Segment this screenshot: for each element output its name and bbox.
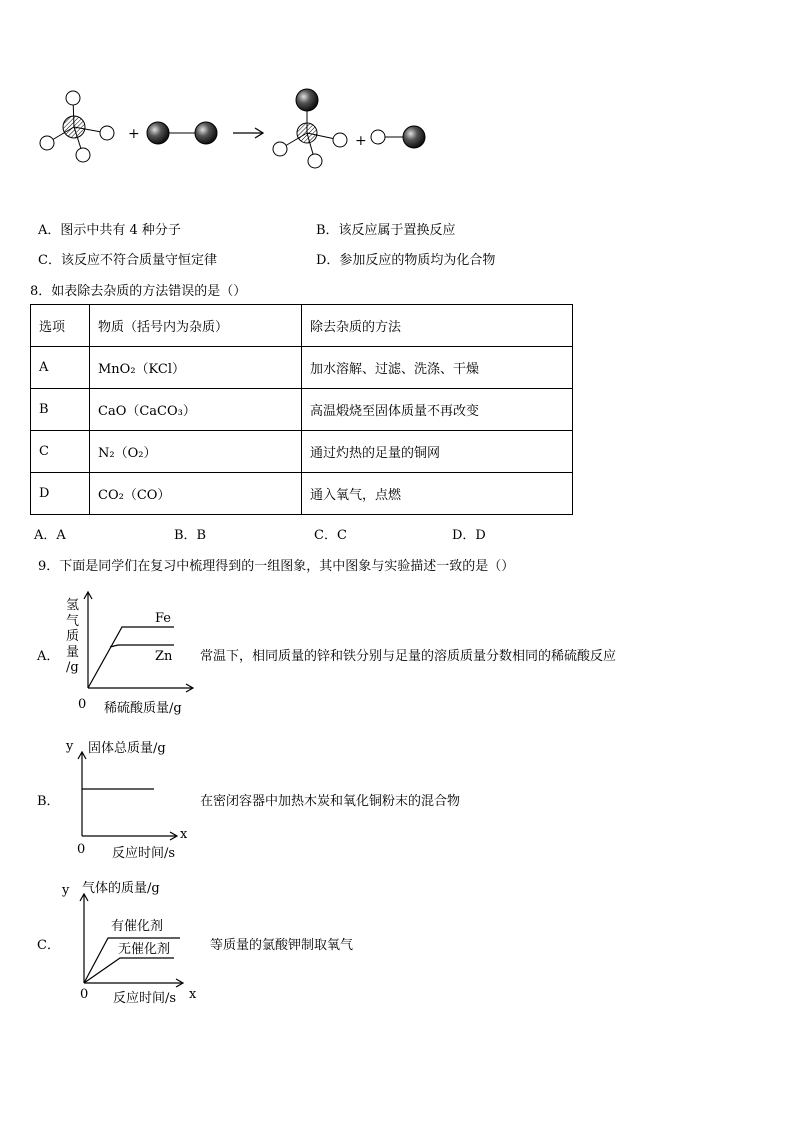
q9a-fe-label: Fe [155,611,172,626]
table-row [31,347,573,389]
reaction-diagram [30,85,450,175]
q8-stem: 8．如表除去杂质的方法错误的是（） [30,284,247,299]
q7-option-b: B．该反应属于置换反应 [316,223,456,238]
table-row [31,389,573,431]
q9b-xlabel: 反应时间/s [112,846,176,861]
q9a-graph [80,588,200,698]
row-substance: CO₂（CO） [90,473,302,515]
no-catalyst-line [84,958,174,983]
q9b-label: B． [37,794,60,809]
q9c-x: x [189,987,197,1002]
plus-sign-1: + [128,126,140,142]
q9c-no-catalyst-label: 无催化剂 [118,942,171,957]
q9b-y: y [66,739,74,754]
zn-line [110,645,174,647]
q9a-label: A． [37,649,60,664]
row-substance: CaO（CaCO₃） [90,389,302,431]
q9c-xlabel: 反应时间/s [113,991,177,1006]
row-option: D [31,473,90,515]
q7-option-d: D．参加反应的物质均为化合物 [316,253,496,268]
molecule-reactant-2 [147,122,217,144]
q8-answer-c: C．C [314,528,347,543]
q9a-ylabel-char: 氢 [66,598,80,613]
q9a-ylabel-char: 量 [66,644,80,660]
row-option: B [31,389,90,431]
q7-option-a: A．图示中共有 4 种分子 [38,223,181,238]
row-method: 加水溶解、过滤、洗涤、干燥 [302,347,573,389]
q9b-graph [74,748,184,843]
q9c-y: y [62,883,70,898]
q9a-ylabel-char: 气 [66,613,80,629]
q9a-zn-label: Zn [155,649,173,664]
header-option: 选项 [31,305,90,347]
row-substance: N₂（O₂） [90,431,302,473]
q9c-origin: 0 [80,987,89,1002]
table-header-row [31,305,573,347]
q9b-x: x [180,827,188,842]
q9c-label: C． [37,938,60,953]
row-option: C [31,431,90,473]
q8-answer-d: D．D [452,528,486,543]
q9a-xlabel: 稀硫酸质量/g [104,701,182,716]
table-row [31,431,573,473]
reaction-arrow [233,128,263,138]
q9a-ylabel-char: /g [66,660,79,675]
table-row [31,473,573,515]
q9a-origin: 0 [78,697,87,712]
q9b-origin: 0 [77,842,86,857]
q8-answer-b: B．B [174,528,207,543]
q9a-ylabel-char: 质 [66,629,80,644]
header-substance: 物质（括号内为杂质） [90,305,302,347]
q8-answer-a: A．A [34,528,66,543]
q9-stem: 9．下面是同学们在复习中梳理得到的一组图象，其中图象与实验描述一致的是（） [38,559,515,574]
q9b-description: 在密闭容器中加热木炭和氧化铜粉末的混合物 [200,794,461,809]
plus-sign-2: + [355,133,367,149]
q9c-description: 等质量的氯酸钾制取氧气 [210,938,354,953]
molecule-product-2 [371,126,425,148]
molecule-reactant-1 [40,91,114,162]
row-option: A [31,347,90,389]
q8-table [30,304,573,515]
molecule-product-1 [273,89,347,168]
row-substance: MnO₂（KCl） [90,347,302,389]
row-method: 通过灼热的足量的铜网 [302,431,573,473]
q9a-description: 常温下，相同质量的锌和铁分别与足量的溶质质量分数相同的稀硫酸反应 [200,649,617,664]
q9c-ylabel: 气体的质量/g [82,881,160,896]
q9c-catalyst-label: 有催化剂 [111,919,164,934]
q7-option-c: C．该反应不符合质量守恒定律 [38,253,217,268]
row-method: 通入氧气，点燃 [302,473,573,515]
row-method: 高温煅烧至固体质量不再改变 [302,389,573,431]
header-method: 除去杂质的方法 [302,305,573,347]
q9b-ylabel: 固体总质量/g [88,741,166,756]
